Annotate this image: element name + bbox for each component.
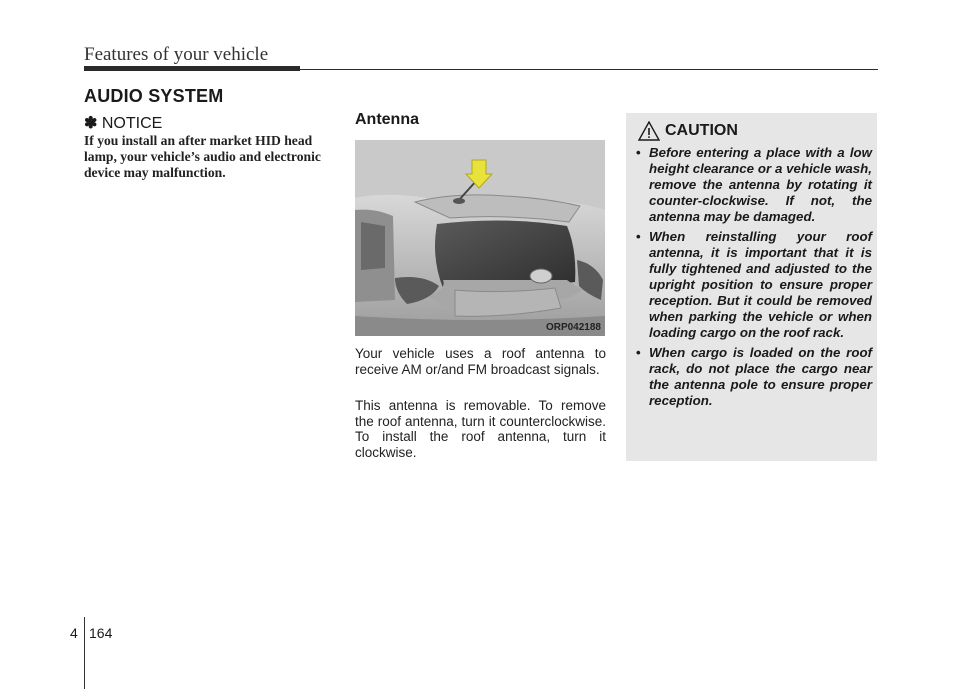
notice-text: If you install an after market HID head lamp, your vehicle’s audio and electronic device may malfunction. bbox=[84, 133, 321, 180]
caution-item-text: When cargo is loaded on the roof rack, do not place the cargo near the antenna pole to ensure proper reception. bbox=[649, 345, 872, 408]
caution-item bbox=[632, 145, 872, 225]
caution-item bbox=[632, 345, 872, 409]
page-number-divider bbox=[84, 617, 85, 689]
notice-star-icon: ✽ bbox=[84, 115, 98, 132]
section-title: AUDIO SYSTEM bbox=[84, 86, 224, 106]
car-rear-illustration bbox=[355, 140, 605, 336]
bullet-icon: • bbox=[636, 345, 641, 360]
bullet-icon: • bbox=[636, 145, 641, 160]
caution-item bbox=[632, 229, 872, 341]
notice-heading bbox=[84, 113, 162, 133]
antenna-paragraph-2: This antenna is removable. To remove the roof antenna, turn it counterclockwise. To install the roof antenna, turn it clockwise. bbox=[355, 398, 606, 460]
page-number: 164 bbox=[89, 625, 113, 641]
notice-label: NOTICE bbox=[101, 115, 163, 132]
caution-label: CAUTION bbox=[665, 122, 738, 139]
header-rule-thin bbox=[300, 69, 878, 71]
antenna-paragraph-1: Your vehicle uses a roof antenna to receive AM or/and FM broadcast signals. bbox=[355, 346, 606, 377]
caution-item-text: Before entering a place with a low height clearance or a vehicle wash, remove the antenna by rotating it counter-clockwise. If not, the antenna may be damaged. bbox=[649, 145, 872, 224]
caution-header bbox=[638, 121, 738, 141]
bullet-icon: • bbox=[636, 229, 641, 244]
header-title: Features of your vehicle bbox=[84, 44, 269, 65]
caution-list bbox=[632, 145, 872, 413]
caution-item-text: When reinstalling your roof antenna, it is important that it is fully tightened and adjusted to the upright position to ensure proper reception. But it could be removed when parking the vehicle or when loading cargo on the roof rack. bbox=[649, 229, 872, 340]
header-rule-thick bbox=[84, 66, 300, 71]
photo-code: ORP042188 bbox=[545, 322, 601, 333]
car-rear-photo bbox=[355, 140, 605, 336]
warning-triangle-icon bbox=[638, 121, 660, 141]
antenna-heading: Antenna bbox=[355, 111, 419, 128]
page-chapter-number: 4 bbox=[70, 625, 78, 641]
caution-box bbox=[626, 113, 877, 461]
